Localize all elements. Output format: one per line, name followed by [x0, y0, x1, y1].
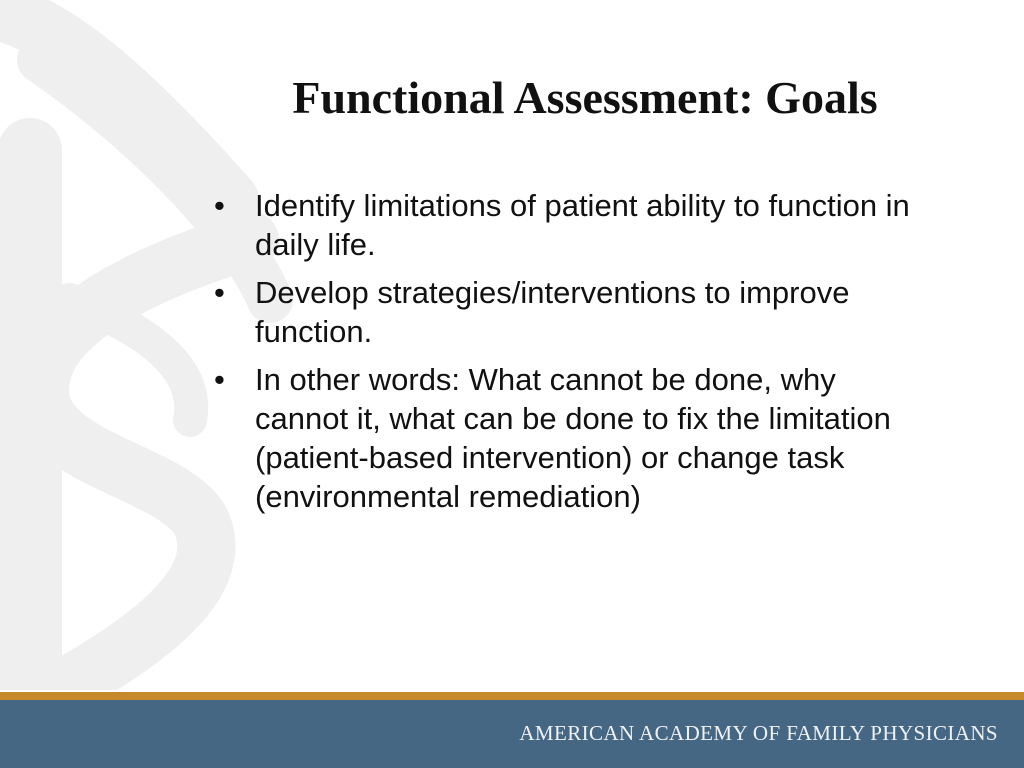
bullet-list	[214, 186, 924, 525]
bullet-dot-icon: •	[214, 275, 225, 310]
bullet-text: Identify limitations of patient ability to function in daily life.	[255, 188, 910, 262]
slide-title: Functional Assessment: Goals	[292, 72, 878, 123]
footer-organization-name: AMERICAN ACADEMY OF FAMILY PHYSICIANS	[519, 721, 998, 745]
bullet-dot-icon: •	[214, 188, 225, 223]
bullet-text: Develop strategies/interventions to improve function.	[255, 275, 850, 349]
bullet-text: In other words: What cannot be done, why cannot it, what can be done to fix the limitation (patient-based intervention) or change task (environmental remediation)	[255, 362, 891, 514]
bullet-dot-icon: •	[214, 362, 225, 397]
bullet-item	[214, 360, 924, 516]
footer-accent-rule	[0, 692, 1024, 700]
bullet-item	[214, 186, 924, 264]
bullet-item	[214, 273, 924, 351]
footer-bar	[0, 700, 1024, 768]
